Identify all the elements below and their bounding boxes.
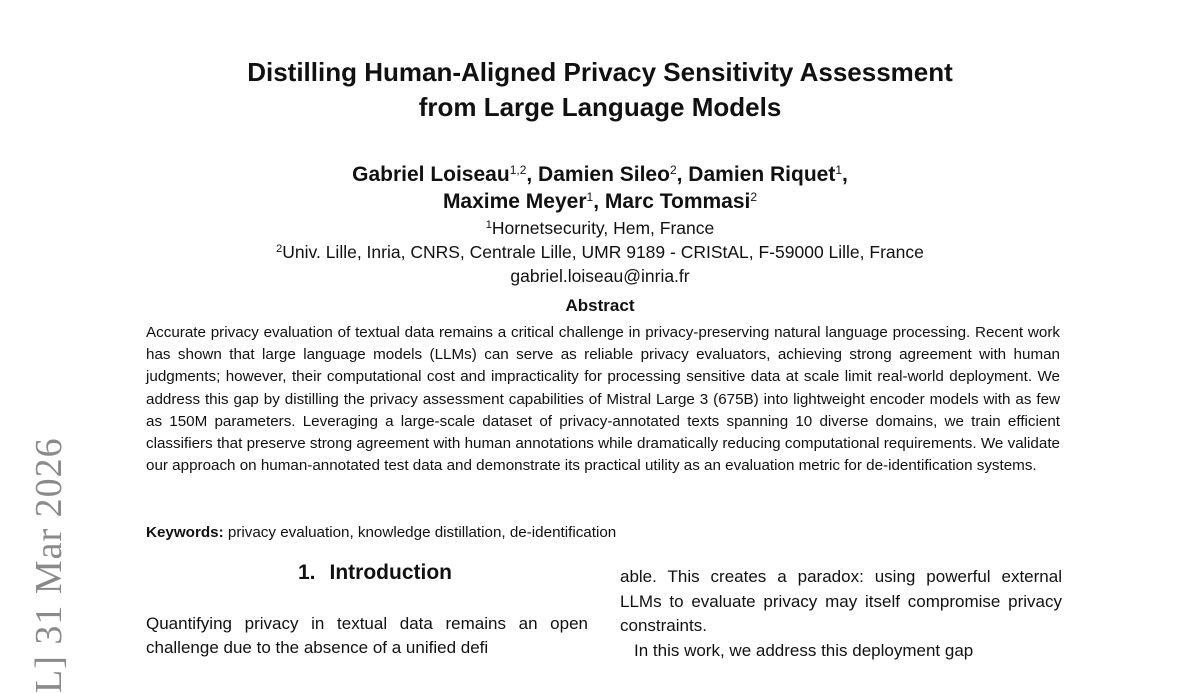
title-line-2: from Large Language Models	[418, 92, 782, 122]
author-name: Damien Riquet	[688, 163, 836, 186]
section-heading	[146, 561, 604, 585]
author-line-1: Gabriel Loiseau$^{1,2}$, Damien Sileo$^2$, Damien Riquet$^1$,	[352, 163, 848, 186]
author-name: Maxime Meyer	[442, 190, 587, 213]
affiliation-2: $^2$Univ. Lille, Inria, CNRS, Centrale Lille, UMR 9189 - CRIStAL, F-59000 Lille, France	[276, 242, 924, 262]
abstract-text: Accurate privacy evaluation of textual data remains a critical challenge in privacy-preserving natural language processing. Recent work has shown that large language models (LLMs) can serve as reliable privacy evaluators, achieving strong agreement with human judgments; however, their computational cost and impracticality for processing sensitive data at scale limit real-world deployment. We address this gap by distilling the privacy assessment capabilities of Mistral Large 3 (675B) into lightweight encoder models with as few as 150M parameters. Leveraging a large-scale dataset of privacy-annotated texts spanning 10 diverse domains, we train efficient classifiers that preserve strong agreement with human annotations while dramatically reducing computational requirements. We validate our approach on human-annotated test data and demonstrate its practical utility as an evaluation metric for de-identification systems.	[146, 324, 1060, 475]
author-name: Damien Sileo	[538, 163, 670, 186]
title-line-1: Distilling Human-Aligned Privacy Sensitivity Assessment	[247, 57, 953, 87]
keywords-label: Keywords:	[146, 524, 224, 541]
affiliation-1: $^1$Hornetsecurity, Hem, France	[485, 218, 715, 238]
right-column-paragraph-1: able. This creates a paradox: using powerful external LLMs to evaluate privacy may itself compromise privacy constraints.	[620, 567, 1062, 635]
section-number: 1.	[298, 561, 316, 584]
section-title: Introduction	[329, 561, 452, 584]
author-affiliation-mark: 2	[750, 190, 758, 204]
author-affiliation-mark: 2	[669, 163, 677, 177]
keywords	[146, 522, 1060, 544]
author-email: gabriel.loiseau@inria.fr	[510, 266, 690, 286]
keywords-text: privacy evaluation, knowledge distillation, de-identification	[227, 524, 617, 541]
abstract-heading: Abstract	[565, 296, 635, 315]
right-column-paragraph-2: In this work, we address this deployment gap	[634, 640, 974, 660]
author-list	[0, 161, 1200, 215]
author-name: Marc Tommasi	[604, 190, 751, 213]
author-affiliation-mark: 1	[835, 163, 843, 177]
author-name: Gabriel Loiseau	[352, 163, 510, 186]
paper-title	[0, 55, 1200, 125]
arxiv-id-stamp: L] 31 Mar 2026	[28, 437, 70, 693]
author-line-2: Maxime Meyer$^1$, Marc Tommasi$^2$	[442, 190, 758, 213]
author-affiliation-mark: 1,2	[509, 163, 527, 177]
right-column	[620, 565, 1062, 663]
left-column-text: Quantifying privacy in textual data remains an open challenge due to the absence of a unified defi	[146, 614, 588, 657]
affiliations	[0, 216, 1200, 288]
author-affiliation-mark: 1	[586, 190, 594, 204]
